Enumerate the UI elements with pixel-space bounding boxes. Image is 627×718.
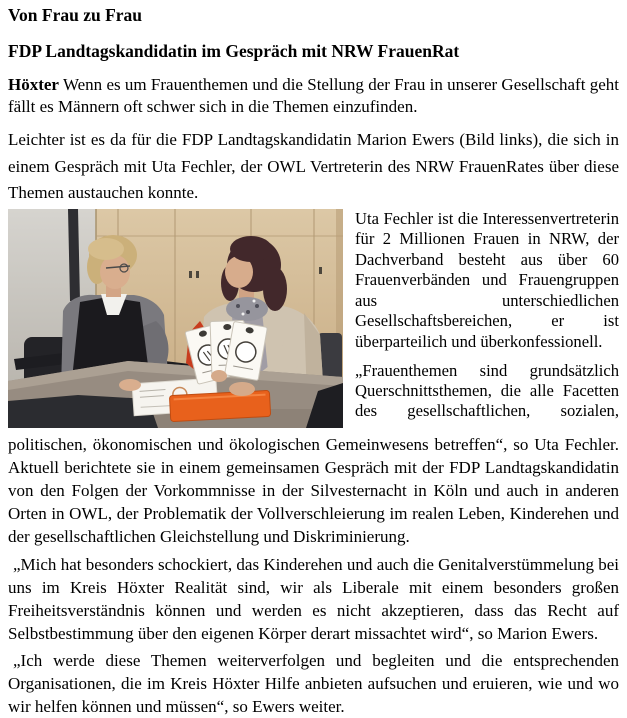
paragraph-4-below: politischen, ökonomischen und ökologischen Gemeinwesens betreffen“, so Uta Fechler. Aktuell berichtete sie in einem gemeinsamen Gespräch mit der FDP Landtagskandidatin von den Folgen der Vorkommnisse in der Silvesternacht in Köln und auch in anderen Orten in OWL, der Problematik der Vollverschleierung im realen Leben, Kinderehen und der gesellschaftlichen Gleichstellung und Diskriminierung.: [8, 434, 619, 546]
cabinet-handle: [196, 271, 199, 278]
paragraph-4-beside: „Frauenthemen sind grundsätzlich Querschnittsthemen, die alle Facetten des gesellschaftlichen, sozialen,: [355, 361, 619, 420]
paragraph-6: „Ich werde diese Themen weiterverfolgen und begleiten und die entsprechenden Organisationen, die im Kreis Höxter Hilfe anbieten aufsuchen und eruieren, wie und wo wir helfen können und müssen“, so Ewers weiter.: [8, 650, 619, 716]
lead-text: Wenn es um Frauenthemen und die Stellung der Frau in unserer Gesellschaft geht fällt es Männern oft schwer sich in die Themen einzufinden.: [8, 75, 619, 116]
location-label: Höxter: [8, 75, 59, 94]
scarf: [226, 297, 268, 321]
lead-paragraph: [8, 74, 619, 118]
photo-illustration: [8, 209, 343, 428]
orange-folder: [169, 390, 270, 421]
paragraph-2: Leichter ist es da für die FDP Landtagskandidatin Marion Ewers (Bild links), die sich in einem Gespräch mit Uta Fechler, der OWL Vertreterin des NRW FrauenRates über diese Themen austauchen konnte.: [8, 130, 619, 202]
hand-right: [229, 382, 255, 396]
pillar: [68, 209, 80, 301]
headline: FDP Landtagskandidatin im Gespräch mit NRW FrauenRat: [8, 41, 460, 61]
photo-row: [8, 209, 619, 428]
hand-left: [119, 379, 141, 391]
paragraph-3: Uta Fechler ist die Interessenvertreterin für 2 Millionen Frauen in NRW, der Dachverband besteht aus über 60 Frauenverbänden und Frauengruppen aus unterschiedlichen Gesellschaftsbereichen, er ist überparteilich und überkonfessionell.: [355, 208, 619, 351]
paragraph-5: „Mich hat besonders schockiert, das Kinderehen und auch die Genitalverstümmelung bei uns im Kreis Höxter Realität sind, wir als Liberale mit einem besonders großen Freiheitsverständnis können und werden es nicht akzeptieren, dass das Recht auf Selbstbestimmung über den eigenen Körper derart missachtet wird“, so Marion Ewers.: [8, 554, 619, 643]
cabinet-handle: [189, 271, 192, 278]
cabinet-handle: [319, 267, 322, 274]
photo-side-column: [355, 209, 619, 422]
kicker: Von Frau zu Frau: [8, 5, 143, 25]
article-photo: [8, 209, 343, 428]
